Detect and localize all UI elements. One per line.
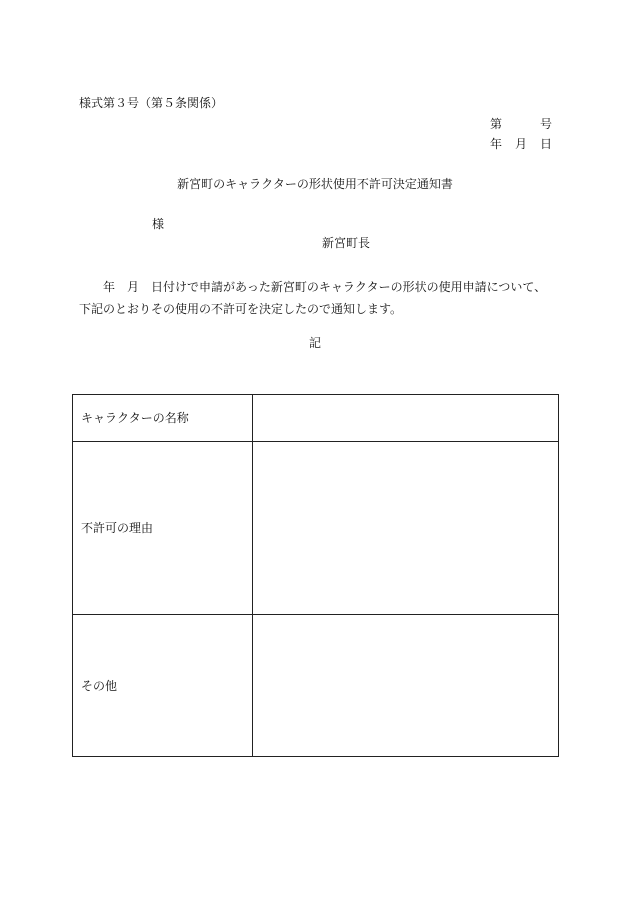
date-year: 年 [490,137,503,151]
issuer-name: 新宮町長 [322,236,371,250]
row-value-character-name [253,395,559,442]
document-number [490,117,553,131]
row-label-other: その他 [73,615,253,757]
ki-heading: 記 [308,336,321,350]
table-row [73,442,559,615]
document-number-prefix: 第 [490,117,503,131]
table-row [73,395,559,442]
body-text [79,276,559,320]
table-row [73,615,559,757]
date-month: 月 [515,137,528,151]
row-label-character-name: キャラクターの名称 [73,395,253,442]
document-title: 新宮町のキャラクターの形状使用不許可決定通知書 [177,177,453,191]
row-value-other [253,615,559,757]
addressee-honorific: 様 [152,217,165,231]
body-line-2: 下記のとおりその使用の不許可を決定したので通知します。 [79,302,403,316]
form-number: 様式第３号（第５条関係） [79,96,224,110]
body-line-1: 年 月 日付けで申請があった新宮町のキャラクターの形状の使用申請について、 [79,280,547,294]
details-table [72,394,559,757]
row-value-refusal-reason [253,442,559,615]
row-label-refusal-reason: 不許可の理由 [73,442,253,615]
date-day: 日 [540,137,553,151]
document-number-suffix: 号 [540,117,553,131]
